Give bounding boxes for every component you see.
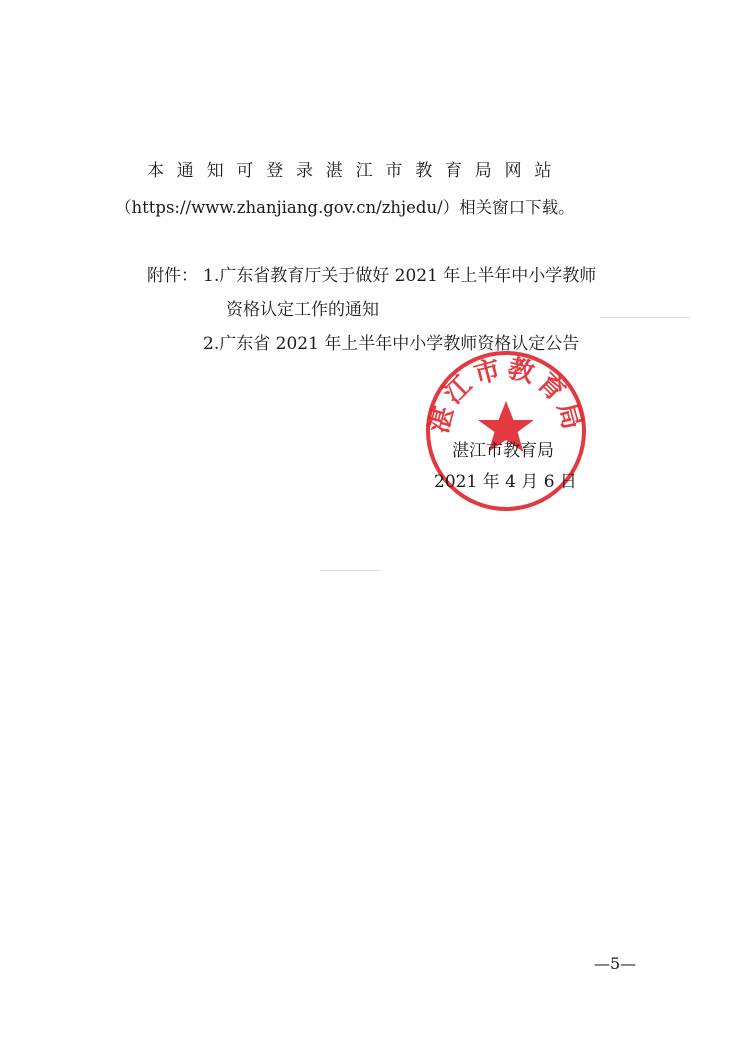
signature-organization: 湛江市教育局 bbox=[452, 441, 554, 461]
attachment-2: 2.广东省 2021 年上半年中小学教师资格认定公告 bbox=[203, 334, 580, 354]
attachment-1-line-1: 1.广东省教育厅关于做好 2021 年上半年中小学教师 bbox=[203, 266, 597, 286]
svg-text:湛江市教育局: 湛江市教育局 bbox=[424, 353, 588, 437]
body-line-2-url: （https://www.zhanjiang.gov.cn/zhjedu/）相关窗口下载。 bbox=[115, 198, 575, 217]
bleed-through-line bbox=[320, 570, 380, 571]
bleed-through-line bbox=[600, 317, 690, 318]
body-line-1: 本通知可登录湛江市教育局网站 bbox=[147, 161, 565, 181]
attachment-1-line-2: 资格认定工作的通知 bbox=[226, 300, 379, 320]
attachments-label: 附件： bbox=[147, 266, 198, 286]
signature-date: 2021 年 4 月 6 日 bbox=[434, 472, 577, 492]
page-number: —5— bbox=[594, 954, 637, 973]
